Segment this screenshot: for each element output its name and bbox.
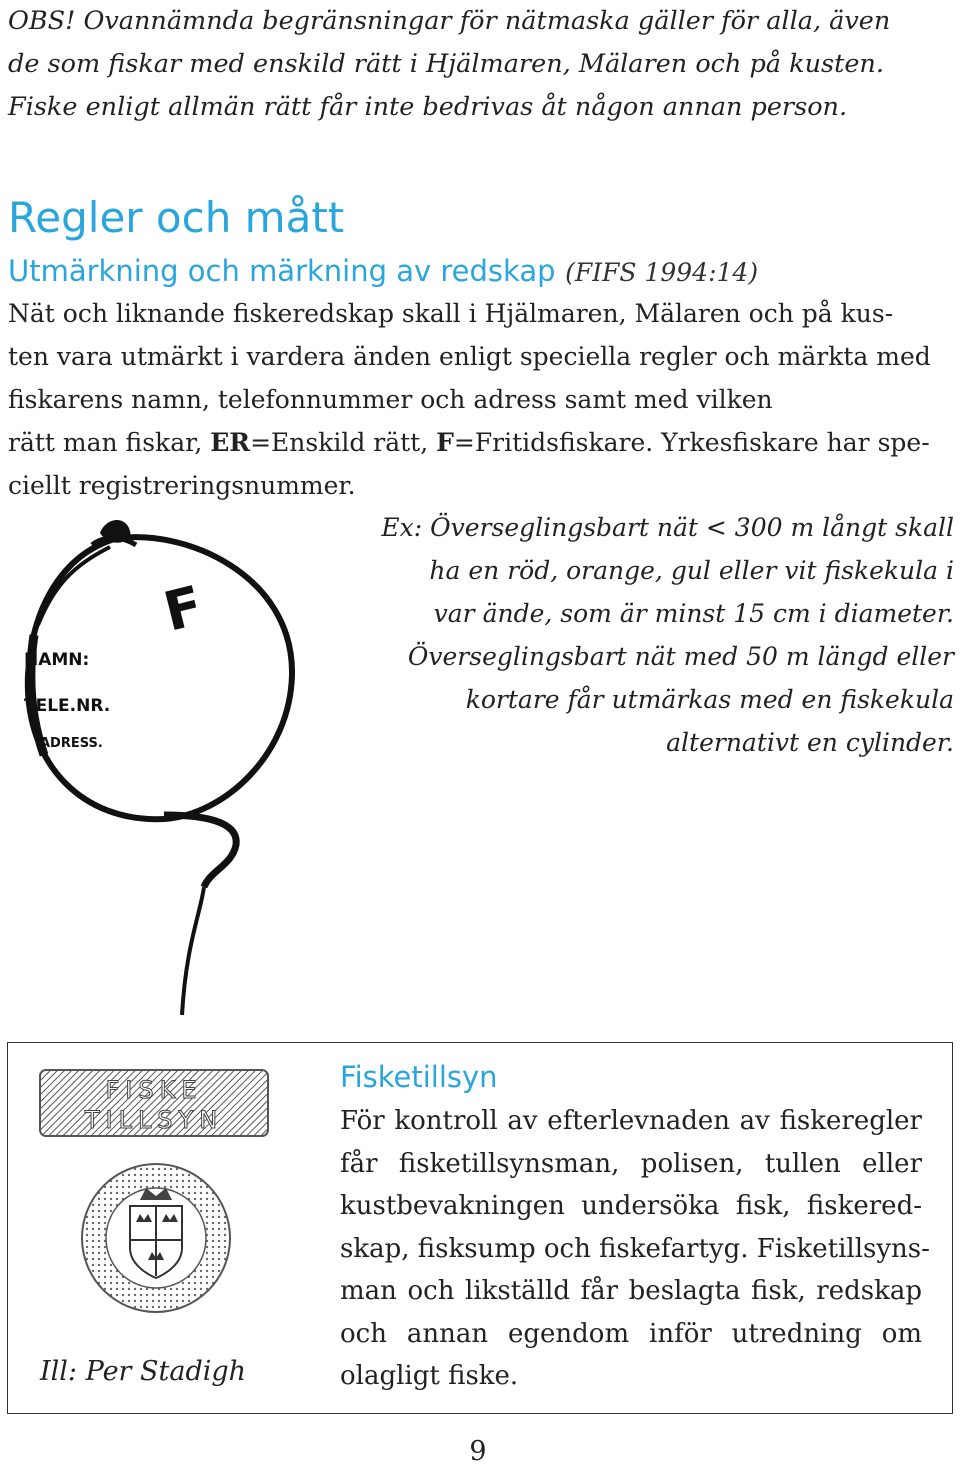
er-text: =Enskild rätt,	[250, 428, 437, 457]
box-line: och annan egendom inför utredning om	[340, 1318, 922, 1349]
box-line: olagligt fiske.	[340, 1361, 519, 1391]
box-line: skap, fisksump och fiskefartyg. Fisketillsyns-	[340, 1233, 930, 1264]
warning-line: OBS! Ovannämnda begränsningar för nätmaska gäller för alla, även	[8, 6, 891, 36]
warning-note	[8, 0, 956, 129]
example-line: Överseglingsbart nät med 50 m längd eller	[407, 642, 954, 671]
illustrator-credit: Ill: Per Stadigh	[40, 1356, 247, 1387]
float-line	[182, 887, 204, 1015]
box-line: får fisketillsynsman, polisen, tullen eller	[340, 1148, 922, 1179]
float-letter: F	[157, 573, 209, 644]
box-line: För kontroll av efterlevnaden av fiskeregler	[340, 1106, 922, 1136]
example-line: alternativt en cylinder.	[666, 728, 954, 757]
body-line: ciellt registreringsnummer.	[8, 471, 356, 500]
subheading	[8, 250, 758, 294]
example-line: ha en röd, orange, gul eller vit fiskekula i	[429, 556, 954, 585]
example-line: kortare får utmärkas med en fiskekula	[465, 685, 954, 714]
fisketillsyn-badge	[38, 1068, 270, 1138]
float-label-address: ADRESS.	[40, 736, 103, 751]
regulation-reference: (FIFS 1994:14)	[565, 258, 759, 287]
badge-line: FISKE	[105, 1076, 203, 1104]
body-paragraph	[8, 292, 956, 507]
body-line	[8, 421, 956, 464]
crown-emblem-icon	[78, 1160, 234, 1316]
page-number: 9	[469, 1436, 487, 1467]
box-line: man och likställd får beslagta fisk, redskap	[340, 1276, 922, 1306]
warning-line: Fiske enligt allmän rätt får inte bedrivas åt någon annan person.	[8, 92, 848, 122]
example-line: var ände, som är minst 15 cm i diameter.	[433, 599, 954, 628]
box-paragraph	[340, 1100, 930, 1398]
float-label-phone: TELE.NR.	[24, 696, 111, 716]
body-line: fiskarens namn, telefonnummer och adress samt med vilken	[8, 385, 773, 414]
subheading-text: Utmärkning och märkning av redskap	[8, 254, 556, 288]
line-prefix: rätt man fiskar,	[8, 428, 211, 457]
f-text: =Fritidsfiskare. Yrkesfiskare har spe-	[453, 428, 930, 457]
warning-line: de som fiskar med enskild rätt i Hjälmaren, Mälaren och på kusten.	[8, 49, 884, 79]
box-line: kustbevakningen undersöka fisk, fiskered-	[340, 1191, 922, 1221]
box-title: Fisketillsyn	[340, 1060, 498, 1094]
body-line: Nät och liknande fiskeredskap skall i Hjälmaren, Mälaren och på kus-	[8, 299, 894, 328]
f-code: F	[436, 428, 454, 457]
fishing-float-illustration	[14, 515, 314, 1020]
float-label-name: NAMN:	[24, 650, 90, 670]
example-line: Ex: Överseglingsbart nät < 300 m långt skall	[381, 513, 954, 542]
example-note	[314, 506, 954, 764]
section-title: Regler och mått	[8, 193, 345, 242]
badge-line: TILLSYN	[84, 1106, 224, 1134]
er-code: ER	[210, 428, 251, 457]
body-line: ten vara utmärkt i vardera änden enligt speciella regler och märkta med	[8, 342, 931, 371]
